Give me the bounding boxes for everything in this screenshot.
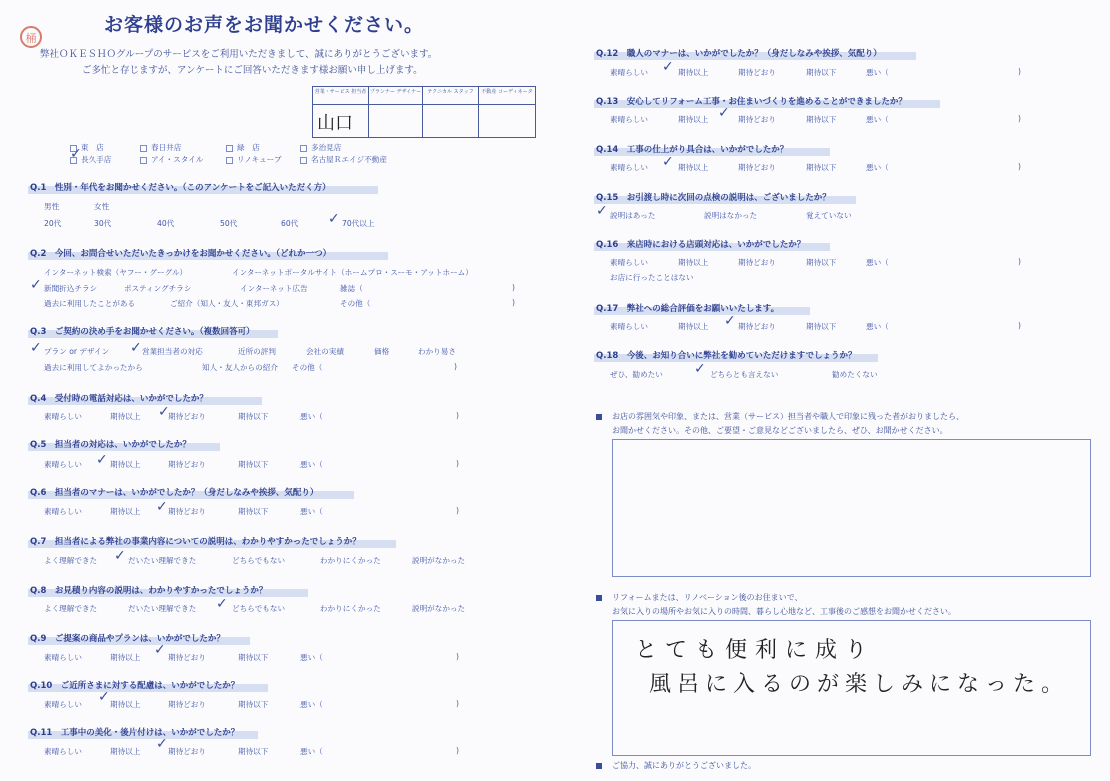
staff-name-handwritten: 山口: [317, 113, 353, 134]
handwritten-comment-line-1: とても便利に成り: [635, 638, 876, 663]
question-7-label: Q.7 担当者による弊社の事業内容についての説明は、わかりやすかったでしょうか？: [30, 537, 361, 547]
option[interactable]: 期待以下: [806, 258, 837, 267]
option[interactable]: 期待以上: [110, 700, 141, 709]
option[interactable]: 期待以上: [110, 747, 141, 756]
option[interactable]: 素晴らしい: [44, 460, 82, 469]
check-mark: ✓: [216, 596, 228, 612]
check-mark: ✓: [596, 203, 608, 219]
option[interactable]: 悪い（: [866, 163, 889, 172]
option[interactable]: 過去に利用してよかったから: [44, 363, 143, 372]
option[interactable]: 期待以上: [678, 68, 709, 77]
option[interactable]: その他（: [340, 299, 371, 308]
option: ): [1018, 321, 1021, 330]
bullet-square: [596, 763, 602, 769]
option[interactable]: 40代: [157, 219, 175, 228]
option[interactable]: 素晴らしい: [610, 163, 648, 172]
option[interactable]: 期待以上: [678, 115, 709, 124]
option[interactable]: 期待以下: [238, 700, 269, 709]
option: ): [456, 746, 459, 755]
option: ): [456, 506, 459, 515]
option[interactable]: インターネットポータルサイト（ホームプロ・スーモ・アットホーム）: [232, 268, 473, 277]
check-mark: ✓: [718, 105, 730, 121]
option[interactable]: 説明はあった: [610, 211, 656, 220]
staff-table: [312, 86, 536, 138]
question-13-label: Q.13 安心してリフォーム工事・お住まいづくりを進めることができましたか？: [596, 97, 907, 107]
option: ): [1018, 67, 1021, 76]
option[interactable]: 説明がなかった: [412, 556, 466, 565]
option[interactable]: 素晴らしい: [44, 653, 82, 662]
question-5-label: Q.5 担当者の対応は、いかがでしたか？: [30, 440, 191, 450]
option[interactable]: 期待以下: [238, 747, 269, 756]
option[interactable]: 期待以上: [110, 653, 141, 662]
check-mark: ✓: [156, 499, 168, 515]
option[interactable]: 知人・友人からの紹介: [202, 363, 278, 372]
bullet-square: [596, 414, 602, 420]
option[interactable]: 20代: [44, 219, 62, 228]
check-mark: ✓: [724, 313, 736, 329]
store-option[interactable]: 春日井店: [140, 142, 181, 153]
option[interactable]: 期待以上: [678, 163, 709, 172]
check-mark: ✓: [694, 361, 706, 377]
check-mark: ✓: [30, 277, 42, 293]
option[interactable]: 悪い（: [300, 507, 323, 516]
option[interactable]: 期待どおり: [168, 653, 206, 662]
comment-prompt-1-line-1: お店の雰囲気や印象、または、営業（サービス）担当者や職人で印象に残った者がおりましたら、: [612, 412, 964, 421]
option[interactable]: 期待どおり: [168, 507, 206, 516]
question-8-label: Q.8 お見積り内容の説明は、わかりやすかったでしょうか？: [30, 586, 268, 596]
question-9-label: Q.9 ご提案の商品やプランは、いかがでしたか？: [30, 634, 225, 644]
comment-box-1[interactable]: [612, 439, 1091, 577]
option[interactable]: 男性: [44, 202, 60, 211]
option[interactable]: 期待どおり: [738, 68, 776, 77]
option[interactable]: 30代: [94, 219, 112, 228]
option: ): [456, 411, 459, 420]
check-mark: ✓: [662, 59, 674, 75]
question-17-label: Q.17 弊社への総合評価をお願いいたします。: [596, 304, 780, 314]
question-4-label: Q.4 受付時の電話対応は、いかがでしたか？: [30, 394, 208, 404]
staff-header-realestate: 不動産 コーディネータ: [479, 87, 535, 105]
option[interactable]: 50代: [220, 219, 238, 228]
question-12-label: Q.12 職人のマナーは、いかがでしたか？（身だしなみや挨拶、気配り）: [596, 49, 882, 59]
intro-line-2: ご多忙と存じますが、アンケートにご回答いただきます様お願い申し上げます。: [82, 65, 423, 76]
option[interactable]: 悪い（: [866, 322, 889, 331]
question-16-label: Q.16 来店時における店頭対応は、いかがでしたか？: [596, 240, 806, 250]
option[interactable]: 期待以下: [806, 322, 837, 331]
option[interactable]: わかり易さ: [418, 347, 456, 356]
option[interactable]: 期待以下: [806, 68, 837, 77]
option[interactable]: よく理解できた: [44, 604, 98, 613]
option: ): [456, 652, 459, 661]
company-stamp: 桶: [20, 26, 42, 48]
option[interactable]: 素晴らしい: [610, 68, 648, 77]
staff-header-technical: テクニカル スタッフ: [423, 87, 479, 105]
option[interactable]: 60代: [281, 219, 299, 228]
staff-header-sales: 営業・サービス 担当者: [313, 87, 369, 105]
option[interactable]: 期待どおり: [168, 747, 206, 756]
option[interactable]: インターネット検索（ヤフー・グーグル）: [44, 268, 188, 277]
option[interactable]: だいたい理解できた: [128, 604, 197, 613]
check-mark: ✓: [96, 452, 108, 468]
option[interactable]: 素晴らしい: [44, 412, 82, 421]
option[interactable]: 期待以上: [678, 258, 709, 267]
question-3-label: Q.3 ご契約の決め手をお聞かせください。（複数回答可）: [30, 327, 255, 337]
staff-cell-technical[interactable]: [423, 105, 479, 137]
option[interactable]: 素晴らしい: [44, 700, 82, 709]
option[interactable]: 素晴らしい: [610, 258, 648, 267]
check-mark: ✓: [328, 211, 340, 227]
option[interactable]: だいたい理解できた: [128, 556, 197, 565]
option[interactable]: よく理解できた: [44, 556, 98, 565]
bullet-square: [596, 595, 602, 601]
question-1-label: Q.1 性別・年代をお聞かせください。（このアンケートをご記入いただく方）: [30, 183, 331, 193]
option[interactable]: 悪い（: [300, 700, 323, 709]
question-15-label: Q.15 お引渡し時に次回の点検の説明は、ございましたか？: [596, 193, 831, 203]
option[interactable]: インターネット広告: [240, 284, 308, 293]
option[interactable]: 素晴らしい: [44, 747, 82, 756]
comment-box-2[interactable]: [612, 620, 1091, 756]
option: ): [454, 362, 457, 371]
option[interactable]: ぜひ、勧めたい: [610, 370, 663, 379]
store-option[interactable]: アイ・スタイル: [140, 154, 203, 165]
option[interactable]: どちらとも言えない: [710, 370, 779, 379]
store-option[interactable]: 多治見店: [300, 142, 341, 153]
option[interactable]: 期待以下: [806, 115, 837, 124]
option[interactable]: 期待以下: [238, 507, 269, 516]
option[interactable]: 勧めたくない: [832, 370, 878, 379]
option[interactable]: どちらでもない: [232, 556, 286, 565]
question-2-label: Q.2 今回、お問合せいただいたきっかけをお聞かせください。（どれか一つ）: [30, 249, 332, 259]
question-10-label: Q.10 ご近所さまに対する配慮は、いかがでしたか？: [30, 681, 240, 691]
option[interactable]: 素晴らしい: [44, 507, 82, 516]
intro-line-1: 弊社ＯＫＥＳＨＯグループのサービスをご利用いただきまして、誠にありがとうございます。: [40, 49, 438, 60]
option[interactable]: 期待以上: [678, 322, 709, 331]
option[interactable]: 悪い（: [300, 747, 323, 756]
check-mark: ✓: [114, 548, 126, 564]
page-title: お客様のお声をお聞かせください。: [104, 14, 425, 36]
option[interactable]: 素晴らしい: [610, 322, 648, 331]
check-mark: ✓: [130, 340, 142, 356]
option[interactable]: 説明がなかった: [412, 604, 466, 613]
staff-cell-realestate[interactable]: [479, 105, 535, 137]
option[interactable]: 期待以下: [238, 653, 269, 662]
option[interactable]: お店に行ったことはない: [610, 273, 694, 282]
option[interactable]: 営業担当者の対応: [142, 347, 203, 356]
comment-prompt-1-line-2: お聞かせください。その他、ご要望・ご意見などございましたら、ぜひ、お聞かせください。: [612, 426, 948, 435]
question-6-label: Q.6 担当者のマナーは、いかがでしたか？（身だしなみや挨拶、気配り）: [30, 488, 319, 498]
option[interactable]: 期待以下: [238, 460, 269, 469]
option[interactable]: 覚えていない: [806, 211, 852, 220]
option[interactable]: 雑誌（: [340, 284, 363, 293]
staff-cell-sales[interactable]: [313, 105, 369, 137]
staff-cell-planner[interactable]: [369, 105, 423, 137]
option: ): [1018, 162, 1021, 171]
option[interactable]: わかりにくかった: [320, 604, 381, 613]
check-mark: ✓: [154, 642, 166, 658]
option[interactable]: 悪い（: [866, 258, 889, 267]
option[interactable]: 期待どおり: [738, 163, 776, 172]
store-option[interactable]: 長久手店: [70, 154, 111, 165]
option[interactable]: プラン or デザイン: [44, 347, 110, 356]
option[interactable]: 素晴らしい: [610, 115, 648, 124]
option[interactable]: 悪い（: [300, 653, 323, 662]
option[interactable]: どちらでもない: [232, 604, 286, 613]
comment-prompt-2-line-2: お気に入りの場所やお気に入りの時間、暮らし心地など、工事後のご感想をお聞かせください。: [612, 607, 956, 616]
option[interactable]: 期待以上: [110, 460, 141, 469]
store-option[interactable]: 東 店: [70, 142, 104, 153]
check-mark: ✓: [158, 404, 170, 420]
option[interactable]: 期待どおり: [738, 115, 776, 124]
check-mark: ✓: [662, 154, 674, 170]
option[interactable]: 悪い（: [866, 115, 889, 124]
option[interactable]: ポスティングチラシ: [124, 284, 192, 293]
option: ): [512, 283, 515, 292]
question-14-label: Q.14 工事の仕上がり具合は、いかがでしたか？: [596, 145, 789, 155]
option[interactable]: 期待以上: [110, 507, 141, 516]
option[interactable]: その他（: [292, 363, 323, 372]
option: ): [1018, 114, 1021, 123]
option[interactable]: 期待以下: [238, 412, 269, 421]
option[interactable]: 説明はなかった: [704, 211, 758, 220]
store-option[interactable]: 名古屋Ｒエイジ不動産: [300, 154, 387, 165]
thanks-message: ご協力、誠にありがとうございました。: [612, 761, 756, 770]
check-mark: ✓: [156, 736, 168, 752]
option[interactable]: 期待以下: [806, 163, 837, 172]
option[interactable]: 期待どおり: [738, 322, 776, 331]
staff-header-planner: プランナー デザイナー: [369, 87, 423, 105]
handwritten-comment-line-2: 風呂に入るのが楽しみになった。: [649, 672, 1070, 697]
option[interactable]: 過去に利用したことがある: [44, 299, 136, 308]
option[interactable]: わかりにくかった: [320, 556, 381, 565]
check-mark: ✓: [70, 146, 82, 162]
option: ): [456, 459, 459, 468]
option[interactable]: 70代以上: [342, 219, 375, 228]
option[interactable]: 価格: [374, 347, 390, 356]
option: ): [1018, 257, 1021, 266]
store-option[interactable]: 緑 店: [226, 142, 260, 153]
option[interactable]: 女性: [94, 202, 110, 211]
option[interactable]: 会社の実績: [306, 347, 344, 356]
check-mark: ✓: [98, 689, 110, 705]
option[interactable]: 期待どおり: [168, 460, 206, 469]
check-mark: ✓: [30, 340, 42, 356]
question-11-label: Q.11 工事中の美化・後片付けは、いかがでしたか？: [30, 728, 240, 738]
option[interactable]: 期待どおり: [738, 258, 776, 267]
option[interactable]: 悪い（: [866, 68, 889, 77]
comment-prompt-2-line-1: リフォームまたは、リノベーション後のお住まいで、: [612, 593, 803, 602]
option[interactable]: 新聞折込チラシ: [44, 284, 98, 293]
option[interactable]: 期待以上: [110, 412, 141, 421]
question-18-label: Q.18 今後、お知り合いに弊社を勧めていただけますでしょうか？: [596, 351, 857, 361]
option: ): [456, 699, 459, 708]
option[interactable]: 悪い（: [300, 412, 323, 421]
option: ): [512, 298, 515, 307]
option[interactable]: 期待どおり: [168, 412, 206, 421]
option[interactable]: 期待どおり: [168, 700, 206, 709]
option[interactable]: 悪い（: [300, 460, 323, 469]
option[interactable]: 近所の評判: [238, 347, 276, 356]
option[interactable]: ご紹介（知人・友人・東邦ガス）: [170, 299, 284, 308]
store-option[interactable]: リノキューブ: [226, 154, 282, 165]
